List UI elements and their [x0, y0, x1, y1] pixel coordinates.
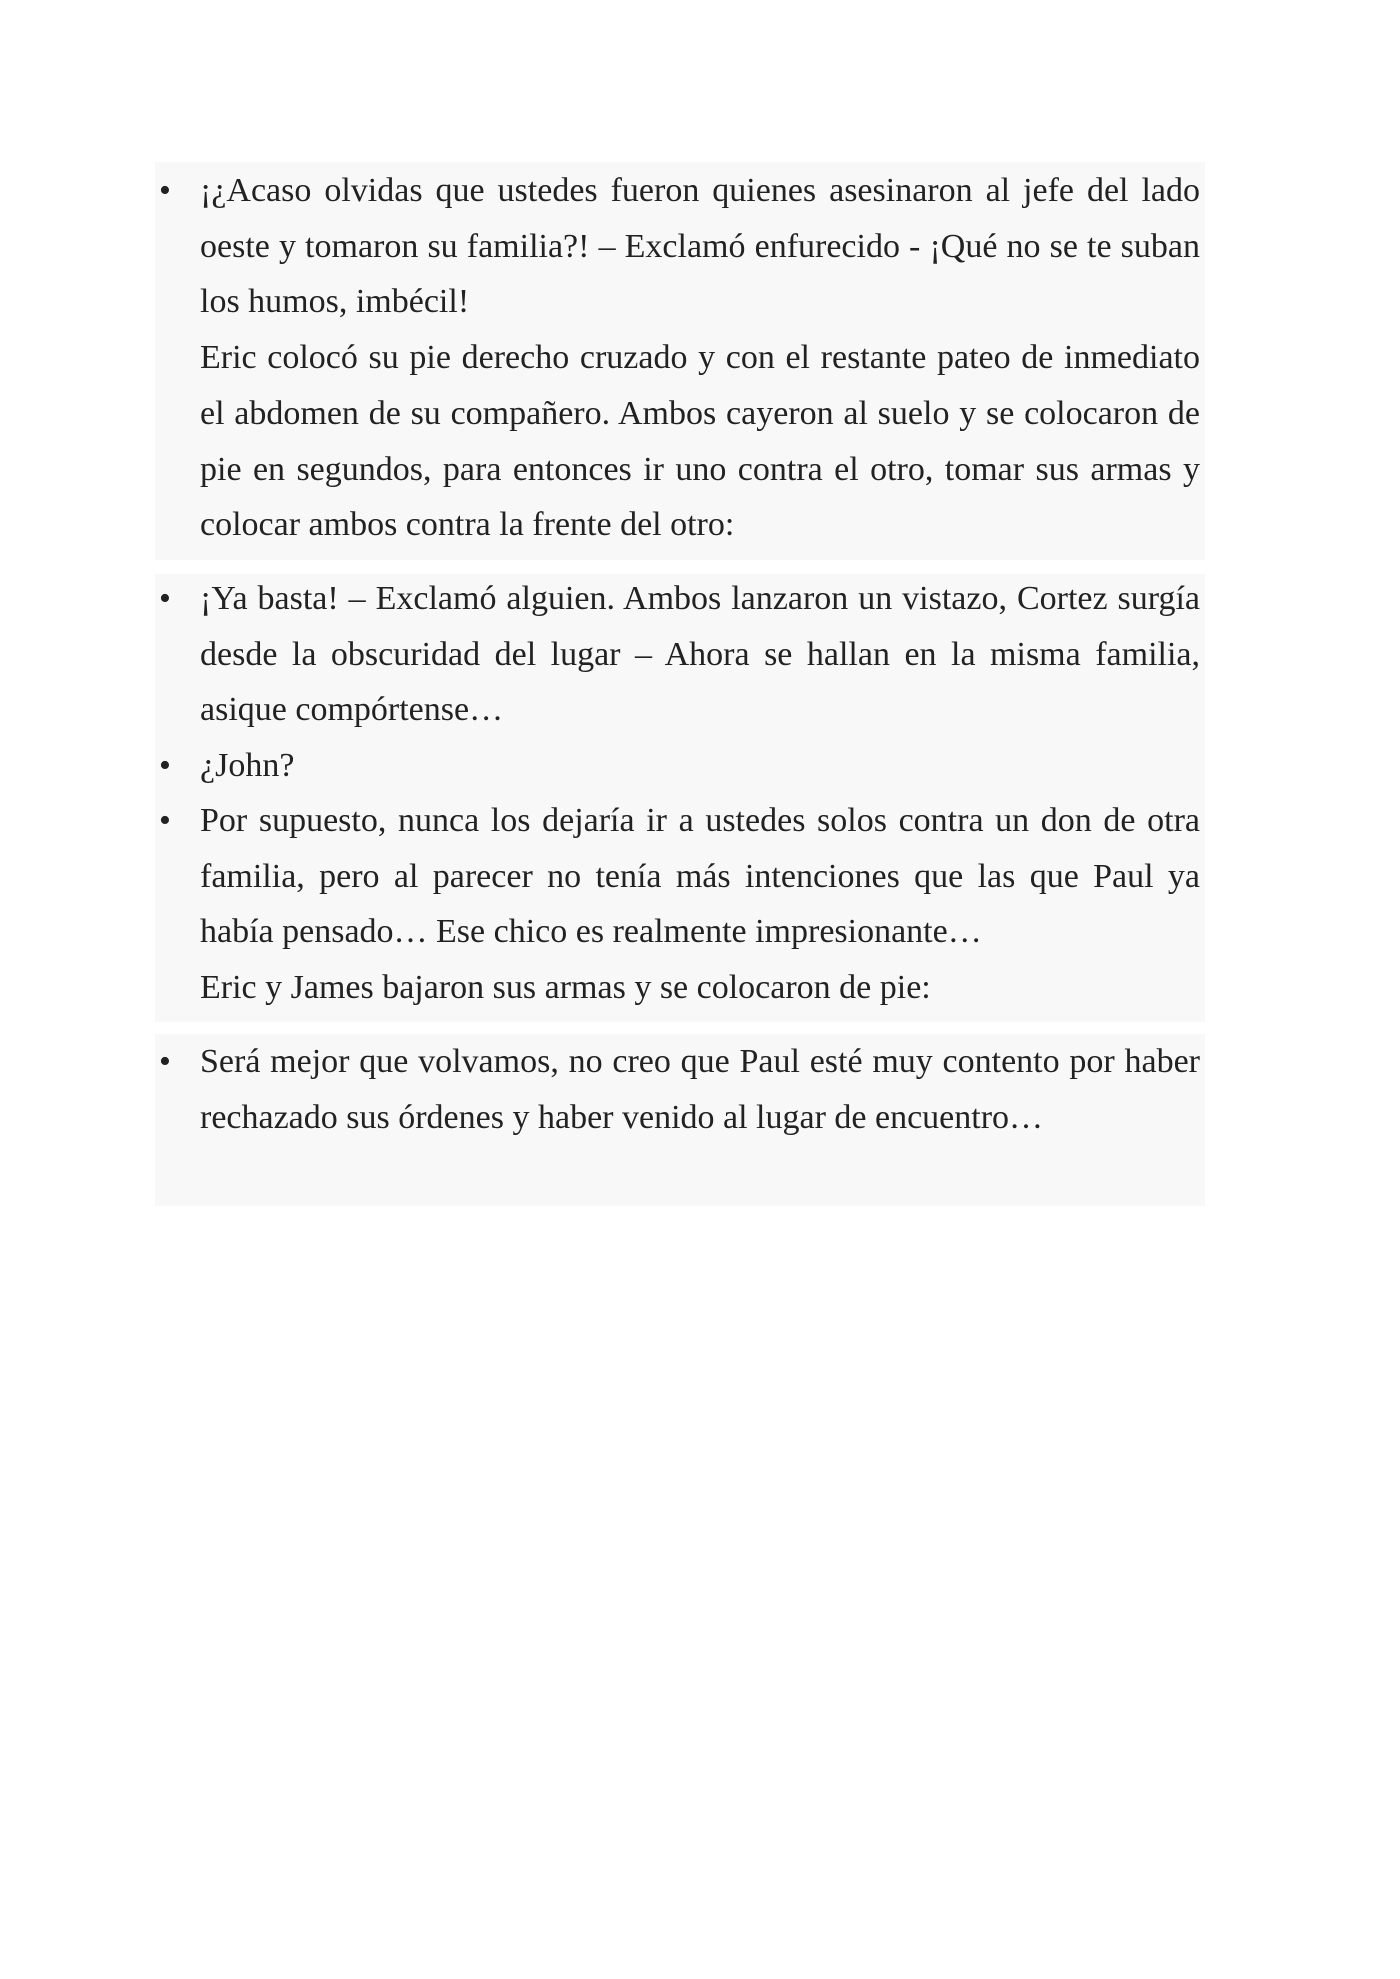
dialogue-paragraph: ¡Ya basta! – Exclamó alguien. Ambos lanzaron un vistazo, Cortez surgía desde la obscuridad del lugar – Ahora se hallan en la misma familia, asique compórtense… — [200, 580, 1200, 729]
list-item-text — [200, 738, 1200, 794]
dialogue-paragraph: ¡¿Acaso olvidas que ustedes fueron quienes asesinaron al jefe del lado oeste y tomaron su familia?! – Exclamó enfurecido - ¡Qué no se te suban los humos, imbécil! — [200, 172, 1200, 321]
dialogue-paragraph: ¿John? — [200, 747, 295, 784]
narration-paragraph: Eric colocó su pie derecho cruzado y con el restante pateo de inmediato el abdomen de su compañero. Ambos cayeron al suelo y se colocaron de pie en segundos, para entonces ir uno contra el otro, tomar sus armas y colocar ambos contra la frente del otro: — [200, 339, 1200, 544]
bullet-icon: • — [159, 580, 171, 617]
dialogue-paragraph: Será mejor que volvamos, no creo que Paul esté muy contento por haber rechazado sus órdenes y haber venido al lugar de encuentro… — [200, 1043, 1200, 1136]
list-item-text — [200, 793, 1200, 1016]
dialogue-paragraph: Por supuesto, nunca los dejaría ir a ustedes solos contra un don de otra familia, pero al parecer no tenía más intenciones que las que Paul ya había pensado… Ese chico es realmente impresionante… — [200, 802, 1200, 951]
bullet-icon: • — [159, 1043, 171, 1080]
list-item-text — [200, 571, 1200, 738]
list-item-text — [200, 1034, 1200, 1145]
narration-paragraph: Eric y James bajaron sus armas y se colocaron de pie: — [200, 969, 931, 1007]
bullet-icon: • — [159, 802, 171, 839]
list-item-text — [200, 163, 1200, 553]
bullet-icon: • — [159, 172, 171, 209]
bullet-icon: • — [159, 747, 171, 784]
